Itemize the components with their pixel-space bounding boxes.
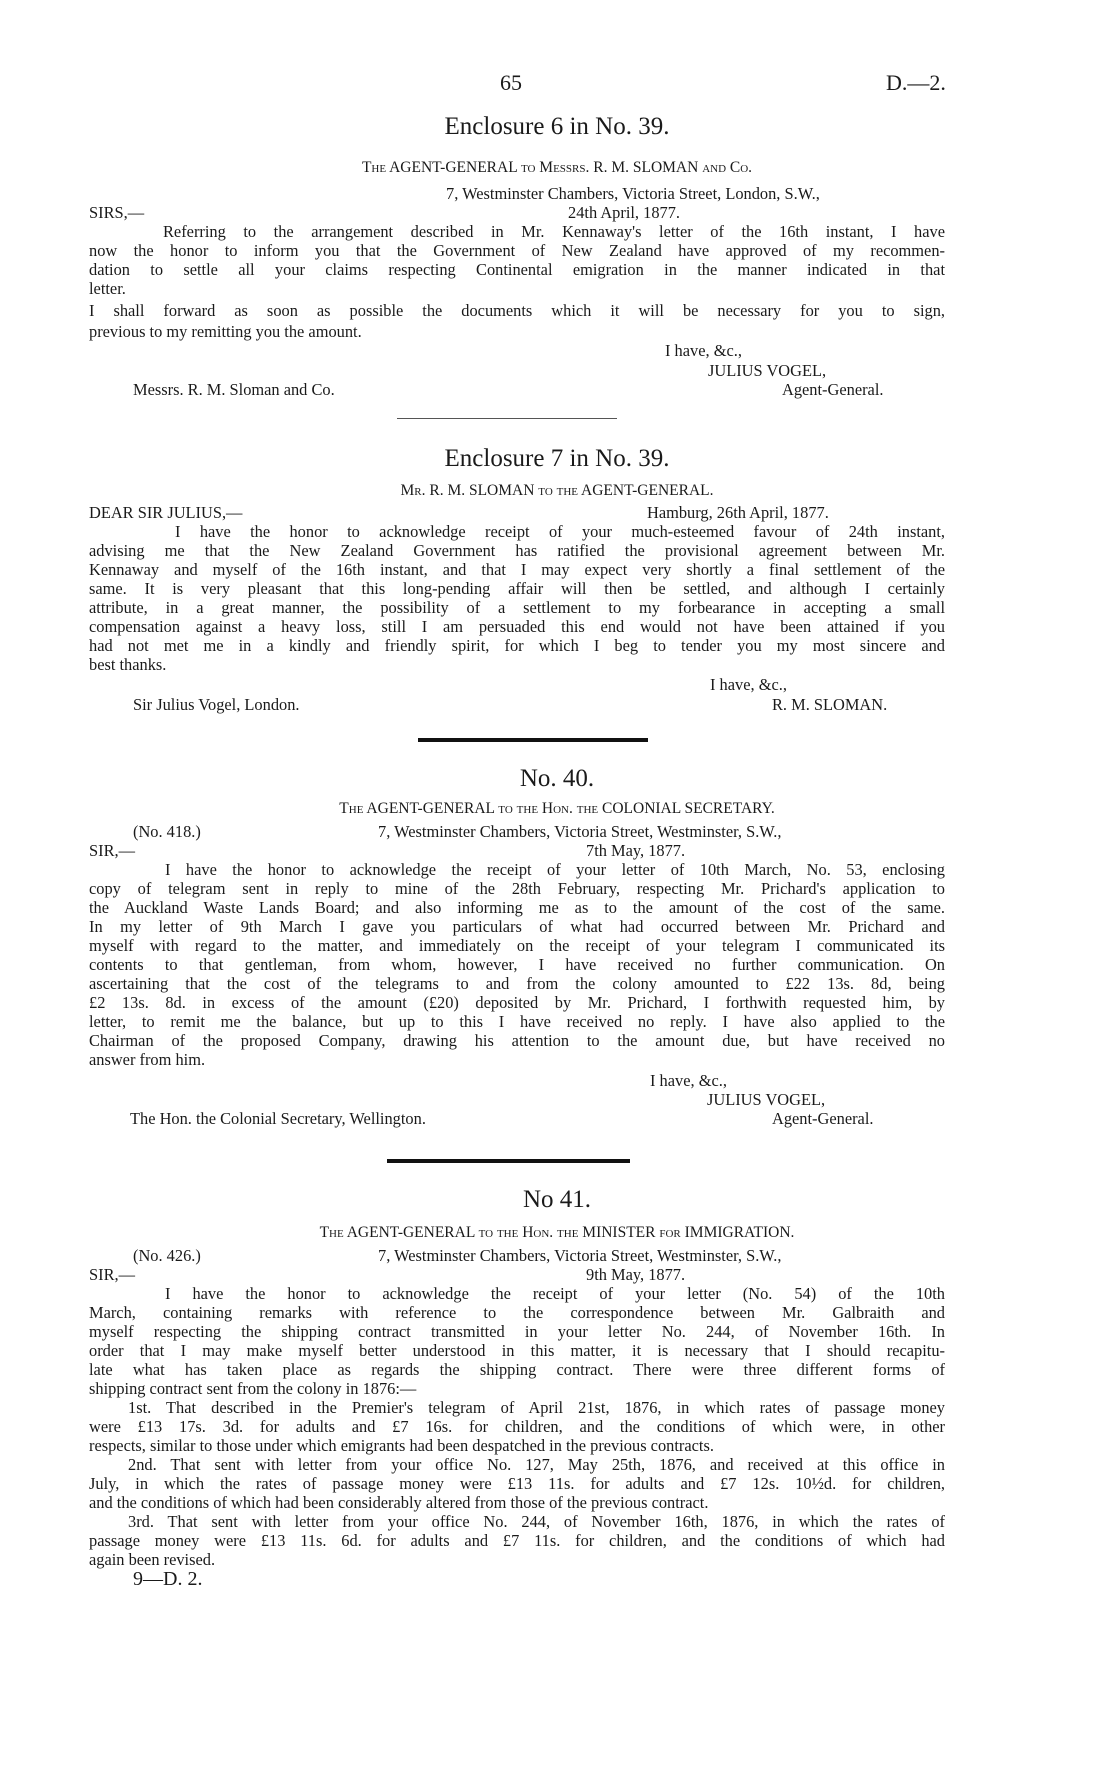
no41-salutation: SIR,—: [89, 1265, 135, 1284]
no41-line-1: I have the honor to acknowledge the receipt of your letter (No. 54) of the 10th: [165, 1284, 945, 1303]
enc7-line-6: compensation against a heavy loss, still I am persuaded this end would not have been attained if you: [89, 617, 945, 636]
enc6-line-3: dation to settle all your claims respecting Continental emigration in the manner indicated in that: [89, 260, 945, 279]
enc7-line-2: advising me that the New Zealand Government has ratified the provisional agreement between Mr.: [89, 541, 945, 560]
no40-line-11: answer from him.: [89, 1050, 206, 1069]
enc6-date: 24th April, 1877.: [568, 203, 681, 222]
enc7-line-7: had not met me in a kindly and friendly spirit, for which I beg to tender you my most sincere and: [89, 636, 945, 655]
enc6-line-5: I shall forward as soon as possible the documents which it will be necessary for you to sign,: [89, 301, 945, 320]
enc6-closing: I have, &c.,: [665, 341, 742, 360]
no41-line-8: were £13 17s. 3d. for adults and £7 16s. for children, and the conditions of which were, in other: [89, 1417, 945, 1436]
enc7-line-4: same. It is very pleasant that this long-pending affair will then be settled, and although I certainly: [89, 579, 945, 598]
enc7-signer: R. M. SLOMAN.: [772, 695, 888, 714]
no41-line-10: 2nd. That sent with letter from your office No. 127, May 25th, 1876, and received at this office in: [128, 1455, 945, 1474]
enc6-address: 7, Westminster Chambers, Victoria Street, London, S.W.,: [446, 184, 820, 203]
no40-ref: (No. 418.): [133, 822, 201, 841]
no41-line-2: March, containing remarks with reference to the correspondence between Mr. Galbraith and: [89, 1303, 945, 1322]
no41-line-3: myself respecting the shipping contract transmitted in your letter No. 244, of November 16th. In: [89, 1322, 945, 1341]
section-divider: [387, 1159, 630, 1163]
enc7-line-3: Kennaway and myself of the 16th instant, and that I may expect very shortly a final settlement of the: [89, 560, 945, 579]
no41-date: 9th May, 1877.: [586, 1265, 686, 1284]
no41-line-5: late what has taken place as regards the shipping contract. There were three different forms of: [89, 1360, 945, 1379]
section-divider: [418, 738, 648, 742]
document-code: D.—2.: [886, 70, 946, 95]
no40-signer: JULIUS VOGEL,: [707, 1090, 826, 1109]
no40-line-4: In my letter of 9th March I gave you particulars of what had occurred between Mr. Prichard and: [89, 917, 945, 936]
no41-address: 7, Westminster Chambers, Victoria Street, Westminster, S.W.,: [378, 1246, 782, 1265]
no40-line-7: ascertaining that the cost of the telegrams to and from the colony amounted to £22 13s. 8d, being: [89, 974, 945, 993]
enc6-line-2: now the honor to inform you that the Government of New Zealand have approved of my recommen-: [89, 241, 945, 260]
no40-line-10: Chairman of the proposed Company, drawing his attention to the amount due, but have received no: [89, 1031, 945, 1050]
no41-line-12: and the conditions of which had been considerably altered from those of the previous contract.: [89, 1493, 709, 1512]
no40-line-2: copy of telegram sent in reply to mine of the 28th February, respecting Mr. Prichard's application to: [89, 879, 945, 898]
enc7-line-5: attribute, in a great manner, the possibility of a settlement to my forbearance in accepting a small: [89, 598, 945, 617]
no41-line-7: 1st. That described in the Premier's telegram of April 21st, 1876, in which rates of passage money: [128, 1398, 945, 1417]
enc6-line-4: letter.: [89, 279, 126, 298]
enc6-heading: Enclosure 6 in No. 39.: [444, 113, 670, 140]
enc6-from-to: The AGENT-GENERAL to Messrs. R. M. SLOMAN and Co.: [361, 159, 753, 176]
no40-line-3: the Auckland Waste Lands Board; and also informing me as to the amount of the cost of the same.: [89, 898, 945, 917]
enc7-closing: I have, &c.,: [710, 675, 787, 694]
no40-line-6: contents to that gentleman, from whom, however, I have received no further communication. On: [89, 955, 945, 974]
no41-heading: No 41.: [522, 1186, 592, 1213]
enc6-signer: JULIUS VOGEL,: [708, 361, 827, 380]
no40-title: Agent-General.: [772, 1109, 874, 1128]
no41-from-to: The AGENT-GENERAL to the Hon. the MINISTER for IMMIGRATION.: [319, 1224, 795, 1241]
enc6-recipient: Messrs. R. M. Sloman and Co.: [133, 380, 335, 399]
enc6-line-6: previous to my remitting you the amount.: [89, 322, 362, 341]
enc6-salutation: SIRS,—: [89, 203, 145, 222]
no41-line-13: 3rd. That sent with letter from your office No. 244, of November 16th, 1876, in which the rates of: [128, 1512, 945, 1531]
no40-salutation: SIR,—: [89, 841, 135, 860]
section-divider: [397, 418, 617, 419]
enc7-line-1: I have the honor to acknowledge receipt of your much-esteemed favour of 24th instant,: [175, 522, 945, 541]
no40-address: 7, Westminster Chambers, Victoria Street, Westminster, S.W.,: [378, 822, 782, 841]
no40-line-1: I have the honor to acknowledge the receipt of your letter of 10th March, No. 53, enclosing: [165, 860, 945, 879]
signature-mark: 9—D. 2.: [133, 1568, 203, 1590]
enc7-line-8: best thanks.: [89, 655, 167, 674]
enc7-from-to: Mr. R. M. SLOMAN to the AGENT-GENERAL.: [400, 482, 714, 499]
enc6-line-1: Referring to the arrangement described in Mr. Kennaway's letter of the 16th instant, I have: [163, 222, 945, 241]
no40-recipient: The Hon. the Colonial Secretary, Wellington.: [130, 1109, 426, 1128]
no40-line-9: letter, to remit me the balance, but up to this I have received no reply. I have also applied to the: [89, 1012, 945, 1031]
no41-line-15: again been revised.: [89, 1550, 216, 1569]
no40-date: 7th May, 1877.: [586, 841, 686, 860]
no41-line-4: order that I may make myself better understood in this matter, it is necessary that I should recapitu-: [89, 1341, 945, 1360]
no41-line-11: July, in which the rates of passage money were £13 11s. for adults and £7 12s. 10½d. for children,: [89, 1474, 945, 1493]
no40-line-5: myself with regard to the matter, and immediately on the receipt of your telegram I communicated its: [89, 936, 945, 955]
enc7-recipient: Sir Julius Vogel, London.: [133, 695, 300, 714]
no40-heading: No. 40.: [519, 765, 595, 792]
page-number: 65: [500, 70, 522, 95]
no40-from-to: The AGENT-GENERAL to the Hon. the COLONIAL SECRETARY.: [339, 800, 775, 817]
enc7-heading: Enclosure 7 in No. 39.: [444, 445, 670, 472]
no41-line-14: passage money were £13 11s. 6d. for adults and £7 11s. for children, and the conditions of which had: [89, 1531, 945, 1550]
enc6-title: Agent-General.: [782, 380, 884, 399]
enc7-salutation: DEAR SIR JULIUS,—: [89, 503, 243, 522]
no40-closing: I have, &c.,: [650, 1071, 727, 1090]
no40-line-8: £2 13s. 8d. in excess of the amount (£20) deposited by Mr. Prichard, I forthwith requested him, by: [89, 993, 945, 1012]
no41-line-6: shipping contract sent from the colony in 1876:—: [89, 1379, 417, 1398]
no41-ref: (No. 426.): [133, 1246, 201, 1265]
no41-line-9: respects, similar to those under which emigrants had been despatched in the previous contracts.: [89, 1436, 714, 1455]
enc7-place-date: Hamburg, 26th April, 1877.: [647, 503, 829, 522]
